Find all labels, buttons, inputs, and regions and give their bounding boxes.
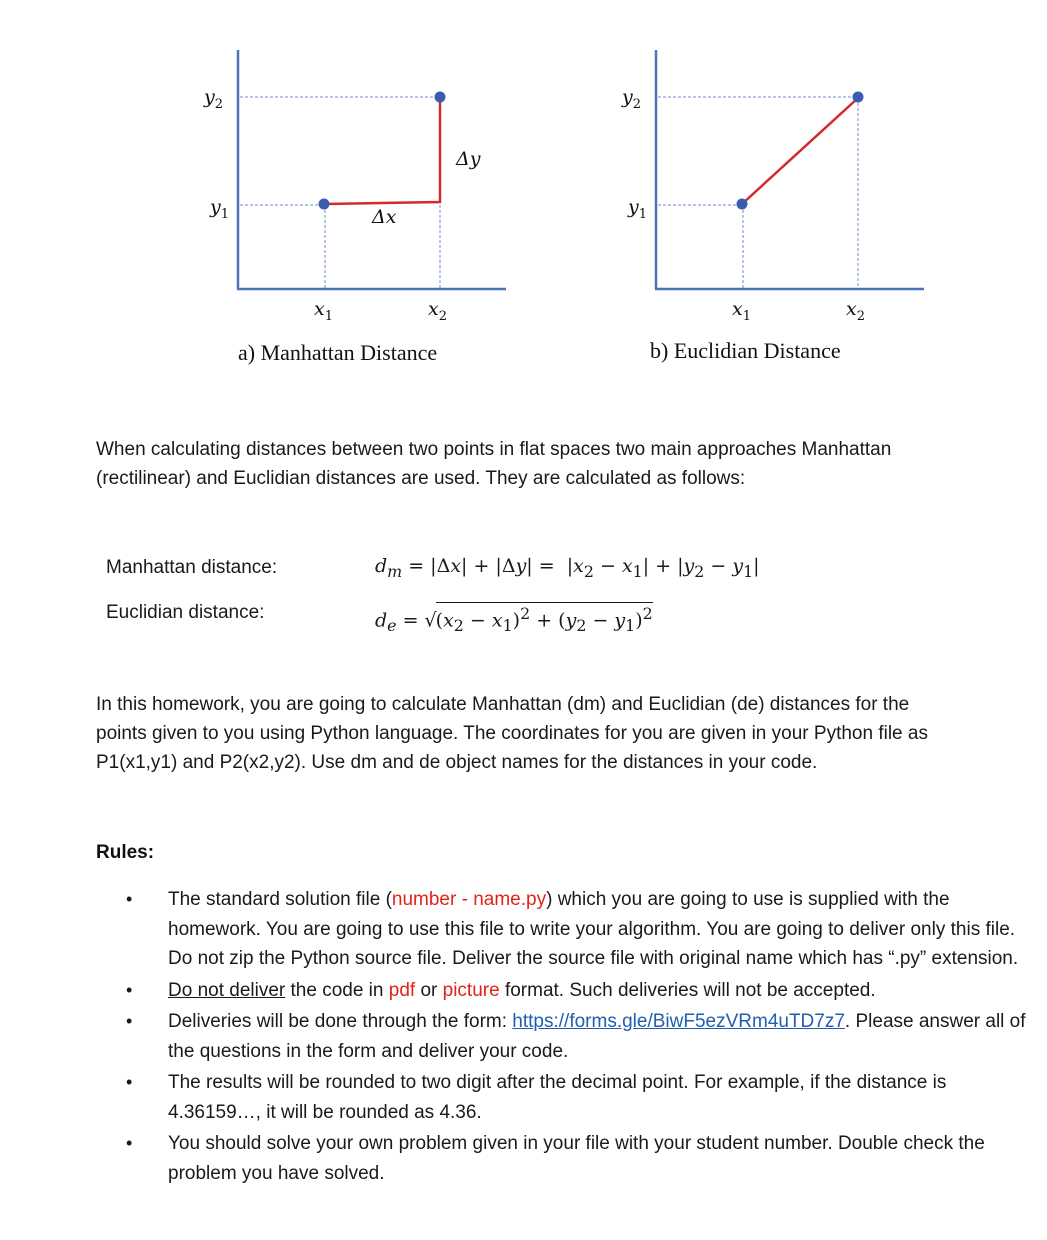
manhattan-caption: a) Manhattan Distance	[238, 340, 438, 365]
y1-label: $y_1$	[210, 196, 230, 222]
rules-heading: Rules:	[96, 842, 155, 863]
y1-label: $y_1$	[628, 196, 648, 222]
homework-line: P1(x1,y1) and P2(x2,y2). Use dm and de object names for the distances in your code.	[96, 752, 818, 773]
y2-label: $y_2$	[622, 86, 642, 112]
do-not-deliver-emphasis: Do not deliver	[168, 979, 286, 1001]
homework-line: In this homework, you are going to calculate Manhattan (dm) and Euclidian (de) distances for the	[96, 694, 910, 715]
rule-item: • Deliveries will be done through the form: https://forms.gle/BiwF5ezVRm4uTD7z7. Please answer all of the questions in the form and deliver your code.	[96, 1007, 1026, 1066]
euclidian-formula-label: Euclidian distance:	[106, 602, 265, 623]
delta-y-label: Δy	[456, 148, 481, 170]
euclidian-formula: $d_e = √(x_2 - x_1)^2 + (y_2 - y_1)^2$	[375, 604, 653, 636]
rule-item: • You should solve your own problem given in your file with your student number. Double check the problem you have solved.	[96, 1129, 1026, 1188]
euclidian-diagram	[655, 50, 924, 289]
manhattan-formula-label: Manhattan distance:	[106, 557, 278, 578]
point-p1	[737, 199, 748, 210]
x1-label: $x_1$	[732, 298, 751, 324]
point-p1	[319, 199, 330, 210]
bullet-icon: •	[126, 1072, 133, 1092]
distance-figures	[0, 0, 1047, 380]
figure-graphics	[0, 0, 1047, 380]
point-p2	[853, 92, 864, 103]
x2-label: $x_2$	[428, 298, 447, 324]
rule-item: • The standard solution file (number - name.py) which you are going to use is supplied with the homework. You are going to use this file to write your algorithm. You are going to deliver only this file. Do not zip the Python source file. Deliver the source file with original name which has “.py” extension.	[96, 885, 1026, 974]
form-link[interactable]: https://forms.gle/BiwF5ezVRm4uTD7z7	[512, 1011, 845, 1032]
manhattan-formula: $d_m = |\Delta x| + |\Delta y| = |x_2 - x_1| + |y_2 - y_1|$	[375, 555, 760, 581]
x2-label: $x_2$	[846, 298, 865, 324]
point-p2	[435, 92, 446, 103]
intro-line: When calculating distances between two points in flat spaces two main approaches Manhattan	[96, 439, 892, 460]
rules-list	[96, 885, 1026, 1190]
intro-line: (rectilinear) and Euclidian distances are used. They are calculated as follows:	[96, 468, 746, 489]
intro-paragraph	[96, 435, 891, 493]
picture-highlight: picture	[442, 979, 500, 1001]
pdf-highlight: pdf	[388, 979, 416, 1001]
y2-label: $y_2$	[204, 86, 224, 112]
bullet-icon: •	[126, 1011, 133, 1031]
delta-x-label: Δx	[372, 206, 397, 228]
bullet-icon: •	[126, 1133, 133, 1153]
rule-item: • Do not deliver the code in pdf or picture format. Such deliveries will not be accepted.	[96, 976, 1026, 1006]
rule-item: • The results will be rounded to two digit after the decimal point. For example, if the distance is 4.36159…, it will be rounded as 4.36.	[96, 1068, 1026, 1127]
bullet-icon: •	[126, 979, 133, 1000]
homework-line: points given to you using Python language. The coordinates for you are given in your Python file as	[96, 723, 928, 744]
euclidian-caption: b) Euclidian Distance	[650, 338, 841, 363]
filename-highlight: number - name.py	[391, 889, 547, 910]
x1-label: $x_1$	[314, 298, 333, 324]
homework-paragraph	[96, 690, 928, 777]
bullet-icon: •	[126, 889, 133, 909]
